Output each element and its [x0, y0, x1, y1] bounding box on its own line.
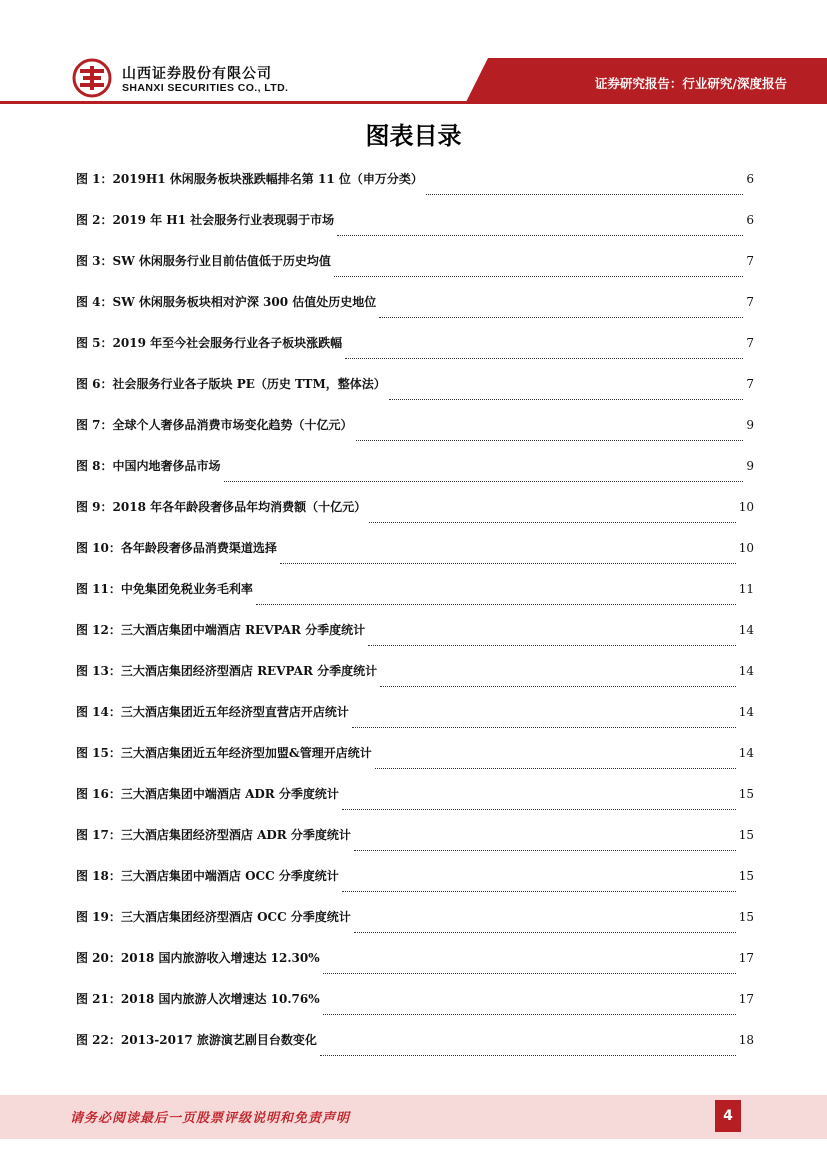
page-title: 图表目录 — [365, 122, 462, 150]
figure-title: 各年龄段奢侈品消费渠道选择 — [120, 541, 277, 555]
figure-page-number: 10 — [738, 541, 754, 555]
disclaimer-note: 请务必阅读最后一页股票评级说明和免责声明 — [70, 1111, 351, 1126]
figure-title: SW 休闲服务行业目前估值低于历史均值 — [112, 254, 331, 268]
dot-leader — [345, 358, 743, 359]
dot-leader — [320, 1055, 736, 1056]
toc-entry[interactable] — [76, 703, 754, 744]
figure-page-number: 15 — [738, 910, 754, 924]
figure-page-number: 7 — [746, 254, 754, 268]
page-footer — [0, 1095, 827, 1139]
figure-page-number: 15 — [738, 869, 754, 883]
figure-title: 社会服务行业各子版块 PE（历史 TTM，整体法） — [112, 377, 386, 391]
dot-leader — [337, 235, 743, 236]
dot-leader — [323, 973, 736, 974]
figure-page-number: 7 — [746, 377, 754, 391]
figure-label: 图 15： — [76, 746, 121, 760]
page-number: 4 — [715, 1100, 741, 1132]
dot-leader — [352, 727, 736, 728]
figure-page-number: 15 — [738, 787, 754, 801]
dot-leader — [224, 481, 744, 482]
dot-leader — [389, 399, 744, 400]
figure-page-number: 15 — [738, 828, 754, 842]
dot-leader — [356, 440, 744, 441]
figure-title: 中免集团免税业务毛利率 — [120, 582, 253, 596]
company-name-cn: 山西证券股份有限公司 — [122, 66, 272, 82]
figure-label: 图 13： — [76, 664, 121, 678]
figure-page-number: 6 — [746, 172, 754, 186]
figure-title: 三大酒店集团近五年经济型直营店开店统计 — [120, 705, 349, 719]
figure-label: 图 7： — [76, 418, 113, 432]
figure-title: 2018 国内旅游收入增速达 12.30% — [120, 951, 320, 965]
figure-label: 图 22： — [76, 1033, 121, 1047]
figure-page-number: 10 — [738, 500, 754, 514]
figure-label: 图 17： — [76, 828, 121, 842]
dot-leader — [369, 522, 736, 523]
figure-page-number: 14 — [738, 705, 754, 719]
toc-entry[interactable] — [76, 170, 754, 211]
figure-page-number: 14 — [738, 623, 754, 637]
figure-page-number: 9 — [746, 459, 754, 473]
toc-entry[interactable] — [76, 621, 754, 662]
figure-label: 图 11： — [76, 582, 121, 596]
dot-leader — [354, 932, 736, 933]
figure-page-number: 11 — [738, 582, 754, 596]
figure-label: 图 5： — [76, 336, 113, 350]
toc-entry[interactable] — [76, 334, 754, 375]
dot-leader — [280, 563, 736, 564]
toc-entry[interactable] — [76, 416, 754, 457]
toc-entry[interactable] — [76, 867, 754, 908]
company-logo-icon — [72, 58, 112, 98]
dot-leader — [342, 809, 736, 810]
figure-page-number: 17 — [738, 992, 754, 1006]
dot-leader — [426, 194, 744, 195]
figure-page-number: 17 — [738, 951, 754, 965]
dot-leader — [256, 604, 736, 605]
figure-title: 2018 国内旅游人次增速达 10.76% — [120, 992, 320, 1006]
dot-leader — [354, 850, 736, 851]
figure-label: 图 19： — [76, 910, 121, 924]
company-name-en: SHANXI SECURITIES CO., LTD. — [122, 82, 289, 94]
figure-label: 图 9： — [76, 500, 113, 514]
figure-page-number: 14 — [738, 664, 754, 678]
figure-label: 图 4： — [76, 295, 113, 309]
toc-entry[interactable] — [76, 375, 754, 416]
figure-title: 三大酒店集团中端酒店 OCC 分季度统计 — [120, 869, 339, 883]
figure-title: 2019H1 休闲服务板块涨跌幅排名第 11 位（申万分类） — [112, 172, 423, 186]
figure-label: 图 14： — [76, 705, 121, 719]
dot-leader — [368, 645, 736, 646]
report-type: 证券研究报告：行业研究/深度报告 — [594, 76, 787, 91]
figure-label: 图 20： — [76, 951, 121, 965]
toc-entry[interactable] — [76, 785, 754, 826]
dot-leader — [342, 891, 736, 892]
figure-label: 图 18： — [76, 869, 121, 883]
figure-page-number: 7 — [746, 336, 754, 350]
figure-label: 图 1： — [76, 172, 113, 186]
figure-title: 三大酒店集团中端酒店 ADR 分季度统计 — [120, 787, 339, 801]
figure-label: 图 12： — [76, 623, 121, 637]
figure-title: 三大酒店集团经济型酒店 ADR 分季度统计 — [120, 828, 351, 842]
figure-page-number: 7 — [746, 295, 754, 309]
figure-label: 图 3： — [76, 254, 113, 268]
toc-entry[interactable] — [76, 580, 754, 621]
toc-entry[interactable] — [76, 908, 754, 949]
figure-title: 中国内地奢侈品市场 — [112, 459, 221, 473]
figure-title: 三大酒店集团近五年经济型加盟&管理开店统计 — [120, 746, 372, 760]
toc-entry[interactable] — [76, 662, 754, 703]
figure-label: 图 21： — [76, 992, 121, 1006]
toc-entry[interactable] — [76, 211, 754, 252]
figure-title: 2019 年至今社会服务行业各子板块涨跌幅 — [112, 336, 343, 350]
toc-entry[interactable] — [76, 498, 754, 539]
toc-entry[interactable] — [76, 539, 754, 580]
dot-leader — [334, 276, 744, 277]
figure-page-number: 6 — [746, 213, 754, 227]
figure-title: 2013-2017 旅游演艺剧目台数变化 — [120, 1033, 317, 1047]
figure-title: 全球个人奢侈品消费市场变化趋势（十亿元） — [112, 418, 353, 432]
toc-entry[interactable] — [76, 1031, 754, 1072]
figure-title: 三大酒店集团经济型酒店 OCC 分季度统计 — [120, 910, 351, 924]
figure-label: 图 6： — [76, 377, 113, 391]
figure-page-number: 9 — [746, 418, 754, 432]
figure-title: 三大酒店集团中端酒店 REVPAR 分季度统计 — [120, 623, 366, 637]
toc-entry[interactable] — [76, 990, 754, 1031]
dot-leader — [375, 768, 736, 769]
figure-title: 2018 年各年龄段奢侈品年均消费额（十亿元） — [112, 500, 367, 514]
dot-leader — [323, 1014, 736, 1015]
figure-page-number: 18 — [738, 1033, 754, 1047]
dot-leader — [380, 686, 736, 687]
figure-list — [76, 170, 754, 1072]
figure-title: 2019 年 H1 社会服务行业表现弱于市场 — [112, 213, 335, 227]
dot-leader — [379, 317, 743, 318]
toc-entry[interactable] — [76, 949, 754, 990]
figure-page-number: 14 — [738, 746, 754, 760]
figure-label: 图 2： — [76, 213, 113, 227]
figure-label: 图 10： — [76, 541, 121, 555]
toc-entry[interactable] — [76, 252, 754, 293]
toc-entry[interactable] — [76, 744, 754, 785]
toc-entry[interactable] — [76, 457, 754, 498]
toc-entry[interactable] — [76, 293, 754, 334]
figure-label: 图 8： — [76, 459, 113, 473]
figure-title: 三大酒店集团经济型酒店 REVPAR 分季度统计 — [120, 664, 378, 678]
toc-entry[interactable] — [76, 826, 754, 867]
page-header — [0, 0, 827, 105]
figure-title: SW 休闲服务板块相对沪深 300 估值处历史地位 — [112, 295, 377, 309]
figure-label: 图 16： — [76, 787, 121, 801]
